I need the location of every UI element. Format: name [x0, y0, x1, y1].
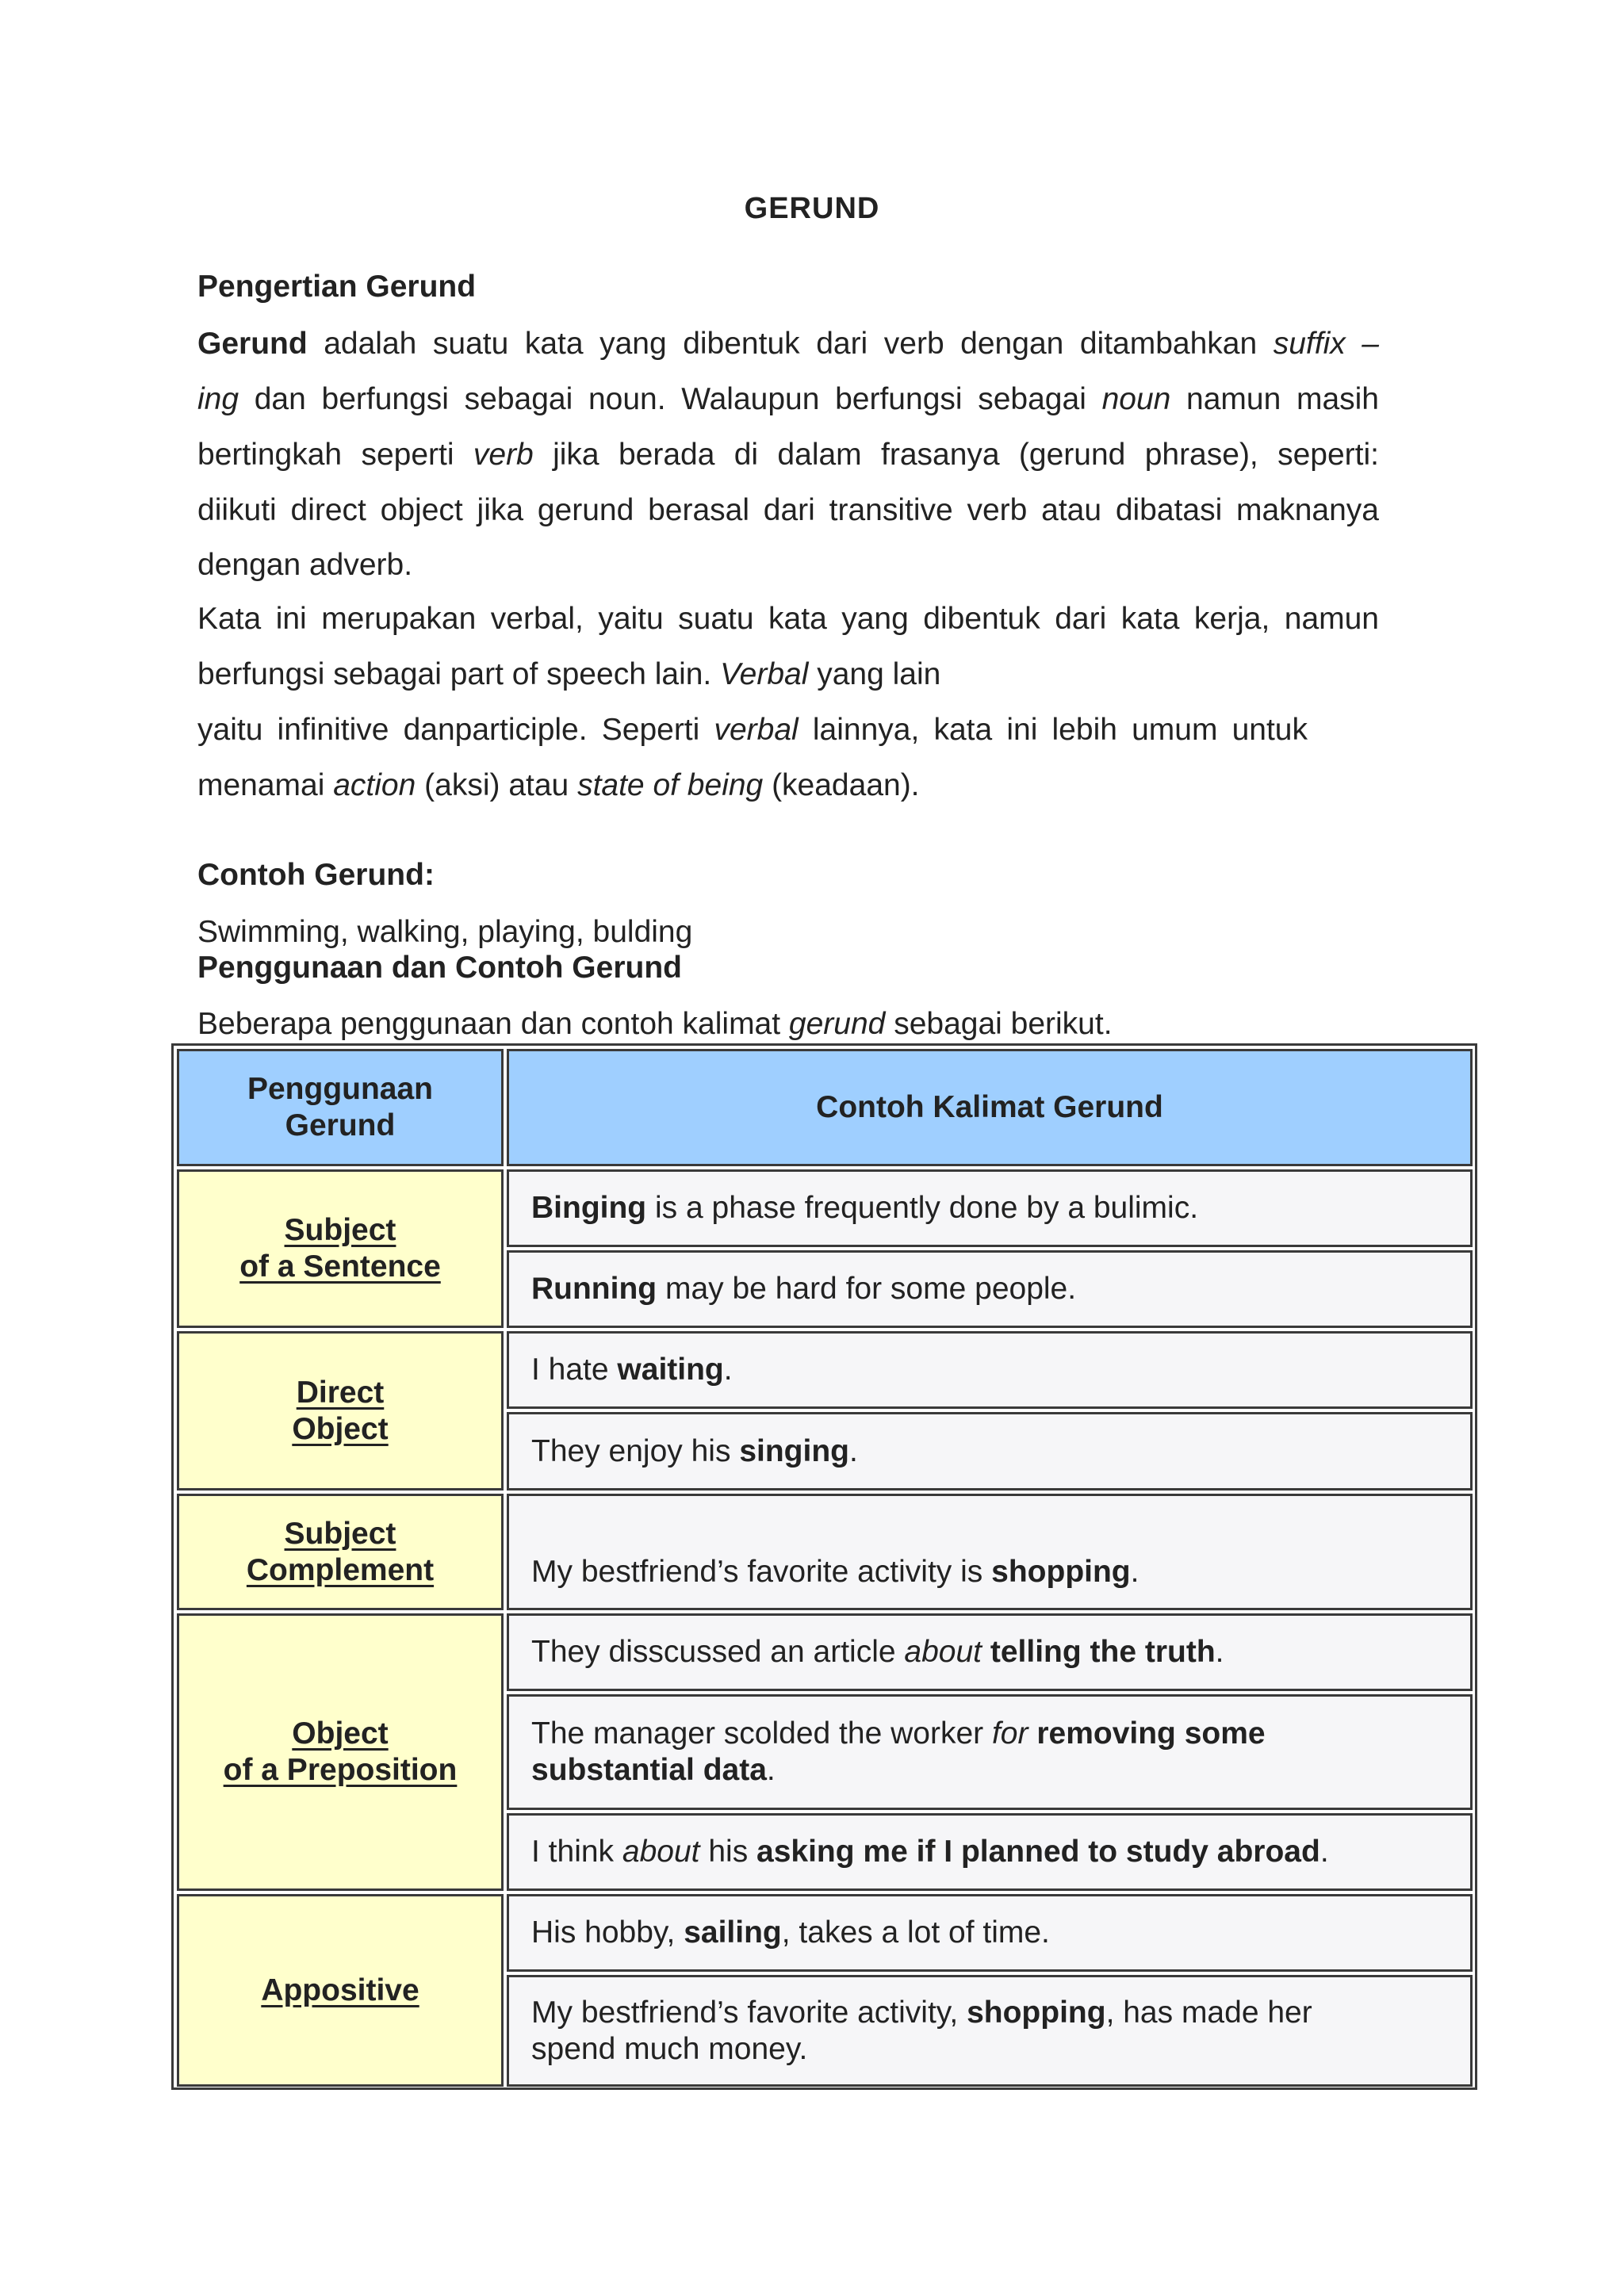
heading-penggunaan: Penggunaan dan Contoh Gerund — [197, 951, 682, 985]
example-sentence — [507, 1813, 1473, 1891]
text-run — [1028, 1716, 1036, 1751]
text-run: My bestfriend’s favorite activity, — [531, 1995, 967, 2030]
usage-label: Subject Complement — [246, 1516, 435, 1587]
text-run: . — [1215, 1635, 1224, 1669]
rich-text — [531, 1834, 1329, 1870]
bold-text: removing some substantial data — [531, 1716, 1266, 1787]
bold-text: Running — [531, 1272, 657, 1306]
text-run: . — [848, 1433, 858, 1468]
italic-text: gerund — [788, 1007, 886, 1041]
italic-text: noun — [1101, 382, 1171, 416]
rich-text — [197, 327, 1379, 361]
rich-text — [197, 382, 1379, 416]
rich-text — [197, 602, 1379, 636]
example-sentence — [507, 1975, 1473, 2087]
header-usage — [177, 1049, 504, 1166]
rich-text — [197, 768, 920, 802]
paragraph-verbal — [197, 591, 1379, 813]
rich-text — [197, 493, 1379, 527]
text-run: Kata ini merupakan verbal, yaitu suatu kata yang dibentuk dari kata kerja, namun — [197, 602, 1379, 636]
text-run: . — [723, 1353, 733, 1387]
bold-text: telling the truth — [990, 1635, 1216, 1669]
paragraph-line — [197, 758, 1379, 813]
usage-subject-of-sentence — [177, 1169, 504, 1328]
bold-text: Binging — [531, 1191, 647, 1225]
text-run: menamai — [197, 768, 334, 802]
paragraph-line — [197, 647, 1379, 702]
text-run: lainnya, kata ini lebih umum untuk — [798, 713, 1308, 747]
paragraph-line — [197, 372, 1379, 427]
text-run: . — [766, 1753, 776, 1787]
text-run: is a phase frequently done by a bulimic. — [646, 1191, 1199, 1225]
paragraph-definition — [197, 316, 1379, 592]
italic-text: Verbal — [720, 657, 809, 691]
italic-text: action — [333, 768, 416, 802]
rich-text — [197, 548, 412, 582]
rich-text — [197, 438, 1379, 472]
text-run: Beberapa penggunaan dan contoh kalimat — [197, 1007, 789, 1041]
usage-label: Appositive — [261, 1973, 419, 2007]
bold-text: shopping — [967, 1995, 1106, 2030]
text-run — [982, 1635, 990, 1669]
rich-text — [531, 1433, 858, 1470]
text-run: sebagai berikut. — [885, 1007, 1113, 1041]
italic-text: suffix – — [1273, 327, 1379, 361]
text-run: The manager scolded the worker — [531, 1716, 992, 1751]
paragraph-line — [197, 483, 1379, 538]
paragraph-line — [197, 702, 1308, 758]
text-run: I think — [531, 1835, 622, 1869]
example-sentence — [507, 1250, 1473, 1328]
paragraph-line — [197, 591, 1379, 647]
rich-text — [531, 1915, 1050, 1951]
usage-object-of-preposition — [177, 1613, 504, 1891]
rich-text — [531, 1554, 1139, 1590]
italic-text: state of being — [577, 768, 764, 802]
rich-text — [531, 1716, 1327, 1789]
table-intro — [197, 1007, 1113, 1042]
text-run: dan berfungsi sebagai noun. Walaupun berfungsi sebagai — [239, 382, 1102, 416]
header-examples: Contoh Kalimat Gerund — [507, 1049, 1473, 1166]
gerund-examples: Swimming, walking, playing, bulding — [197, 915, 693, 949]
text-run: jika berada di dalam frasanya (gerund phrase), seperti: — [533, 438, 1379, 472]
paragraph-line — [197, 427, 1379, 483]
usage-subject-complement — [177, 1494, 504, 1610]
text-run: yaitu infinitive danparticiple. Seperti — [197, 713, 714, 747]
text-run: may be hard for some people. — [657, 1272, 1077, 1306]
usage-label: Subject of a Sentence — [239, 1213, 441, 1284]
example-sentence — [507, 1494, 1473, 1610]
text-run: diikuti direct object jika gerund berasal dari transitive verb atau dibatasi maknanya — [197, 493, 1379, 527]
text-run: bertingkah seperti — [197, 438, 473, 472]
rich-text — [531, 1995, 1375, 2068]
italic-text: verb — [473, 438, 534, 472]
rich-text — [197, 713, 1308, 747]
text-run: (aksi) atau — [416, 768, 578, 802]
example-sentence — [507, 1169, 1473, 1247]
rich-text — [531, 1352, 733, 1388]
rich-text — [531, 1634, 1224, 1670]
italic-text: ing — [197, 382, 239, 416]
text-run: , takes a lot of time. — [781, 1915, 1050, 1950]
bold-text: singing — [739, 1433, 849, 1468]
rich-text — [531, 1271, 1076, 1307]
rich-text — [197, 1007, 1113, 1041]
bold-text: asking me if I planned to study abroad — [756, 1835, 1320, 1869]
italic-text: about — [622, 1835, 700, 1869]
example-sentence — [507, 1894, 1473, 1972]
text-run: yang lain — [808, 657, 941, 691]
bold-text: sailing — [684, 1915, 782, 1950]
text-run: . — [1130, 1555, 1139, 1589]
text-run: . — [1320, 1835, 1329, 1869]
usage-direct-object — [177, 1331, 504, 1490]
text-run: I hate — [531, 1353, 618, 1387]
italic-text: verbal — [714, 713, 799, 747]
example-sentence — [507, 1412, 1473, 1490]
bold-text: waiting — [617, 1353, 724, 1387]
header-usage-label: Penggunaan Gerund — [247, 1072, 434, 1142]
text-run: My bestfriend’s favorite activity is — [531, 1555, 992, 1589]
italic-text: for — [991, 1716, 1028, 1751]
bold-text: Gerund — [197, 327, 308, 361]
italic-text: about — [904, 1635, 982, 1669]
example-sentence — [507, 1694, 1473, 1810]
example-sentence — [507, 1331, 1473, 1409]
heading-contoh-gerund: Contoh Gerund: — [197, 858, 435, 892]
text-run: adalah suatu kata yang dibentuk dari verb dengan ditambahkan — [307, 327, 1274, 361]
text-run: , has made her spend much money. — [531, 1995, 1312, 2066]
heading-pengertian: Pengertian Gerund — [197, 270, 477, 304]
paragraph-line — [197, 538, 1379, 592]
rich-text — [197, 657, 940, 691]
text-run: (keadaan). — [763, 768, 920, 802]
bold-text: shopping — [991, 1555, 1131, 1589]
text-run: his — [699, 1835, 757, 1869]
text-run: His hobby, — [531, 1915, 684, 1950]
rich-text — [531, 1190, 1198, 1226]
text-run: namun masih — [1170, 382, 1379, 416]
paragraph-line — [197, 316, 1379, 372]
usage-label: Object of a Preposition — [223, 1716, 458, 1787]
text-run: berfungsi sebagai part of speech lain. — [197, 657, 721, 691]
usage-appositive — [177, 1894, 504, 2087]
text-run: They disscussed an article — [531, 1635, 905, 1669]
usage-label: Direct Object — [292, 1375, 389, 1446]
example-sentence — [507, 1613, 1473, 1691]
gerund-usage-table — [171, 1043, 1477, 2090]
text-run: dengan adverb. — [197, 548, 413, 582]
text-run: They enjoy his — [531, 1433, 740, 1468]
page-title: GERUND — [744, 192, 880, 225]
